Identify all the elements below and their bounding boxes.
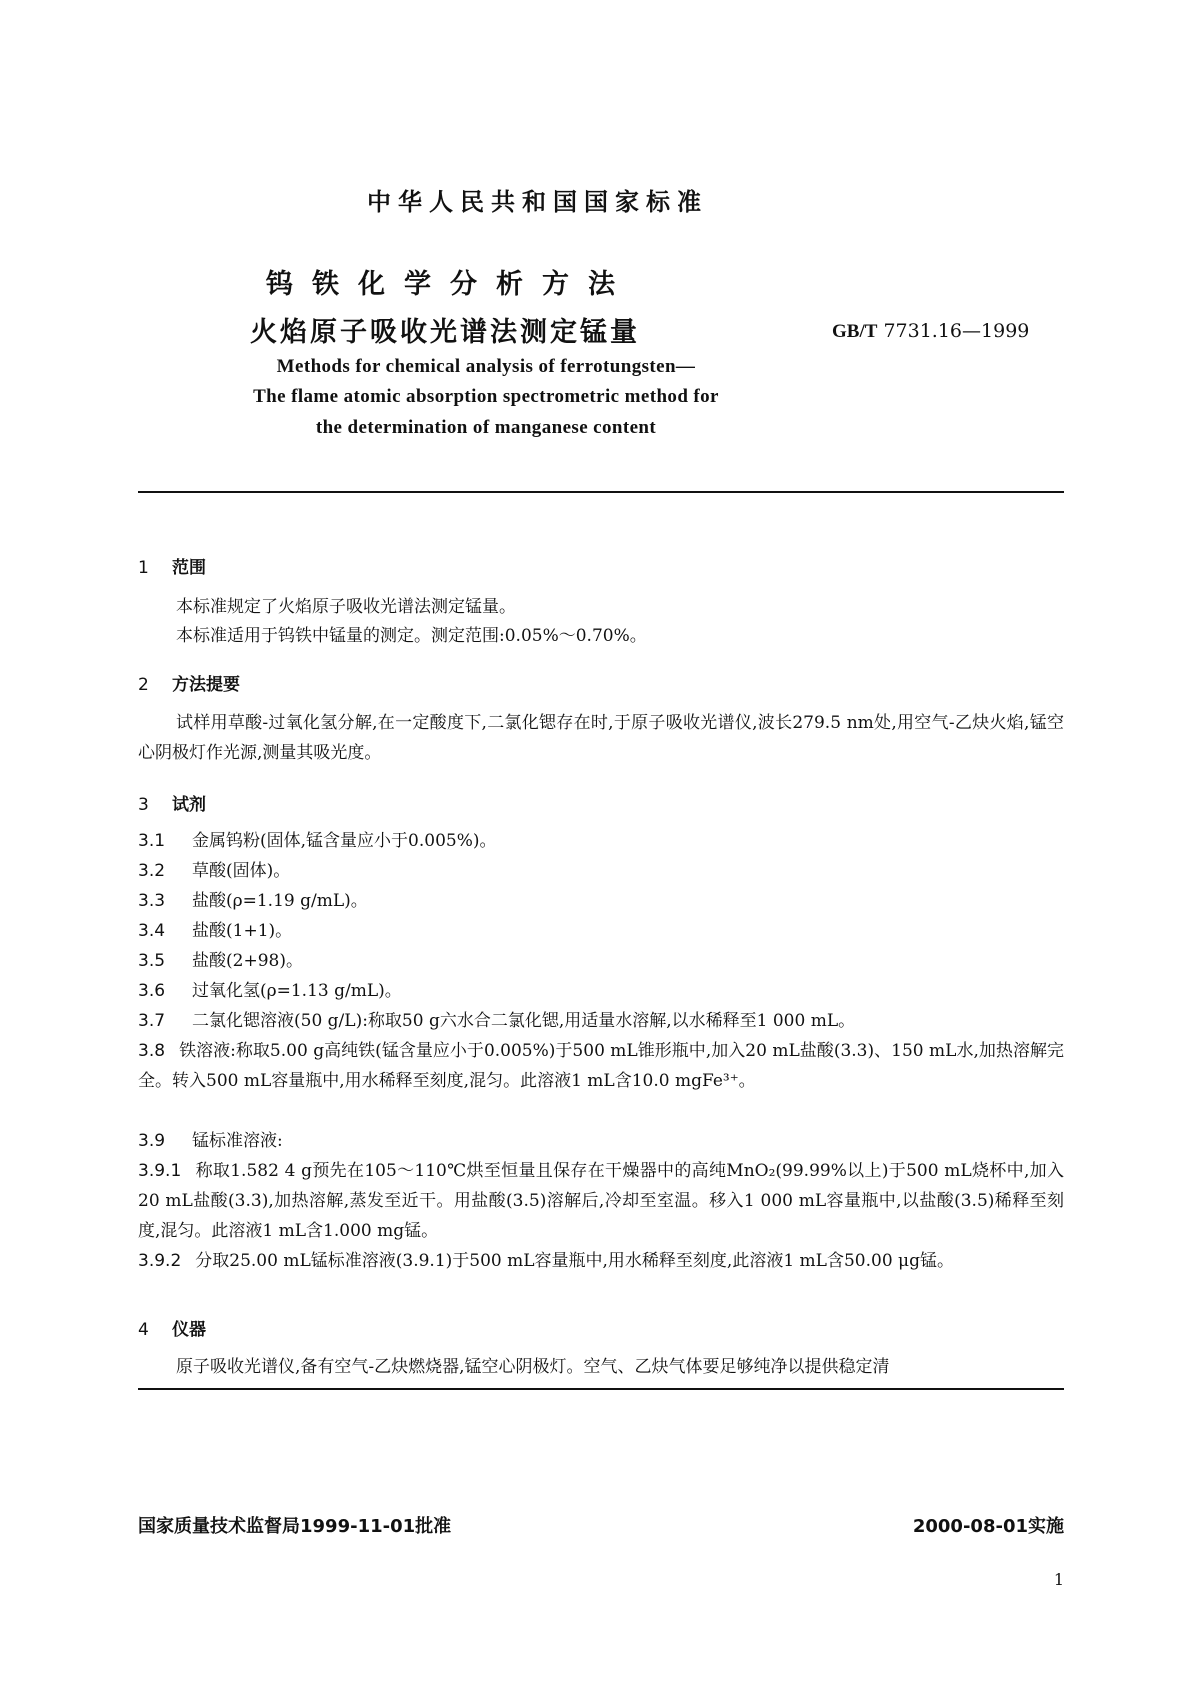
section-number: 4 <box>138 1320 149 1340</box>
item-number: 3.7 <box>138 1011 166 1031</box>
item-number: 3.8 <box>138 1041 166 1061</box>
item-text: 金属钨粉(固体,锰含量应小于0.005%)。 <box>192 831 497 851</box>
section-number: 3 <box>138 795 149 815</box>
item-number: 3.1 <box>138 831 166 851</box>
item-text: 盐酸(ρ=1.19 g/mL)。 <box>192 891 368 911</box>
section-1-paragraph-1: 本标准规定了火焰原子吸收光谱法测定锰量。 <box>176 597 516 617</box>
document-title-line1: 钨铁化学分析方法 <box>266 269 634 300</box>
item-number: 3.2 <box>138 861 166 881</box>
reagent-item <box>138 976 1064 1006</box>
section-2-heading <box>138 670 240 695</box>
section-2-paragraph: 试样用草酸-过氧化氢分解,在一定酸度下,二氯化锶存在时,于原子吸收光谱仪,波长279.5 nm处,用空气-乙炔火焰,锰空心阴极灯作光源,测量其吸光度。 <box>138 713 1064 763</box>
section-4-paragraph: 原子吸收光谱仪,备有空气-乙炔燃烧器,锰空心阴极灯。空气、乙炔气体要足够纯净以提供稳定清 <box>176 1357 890 1377</box>
issuing-authority-title: 中华人民共和国国家标准 <box>367 188 708 216</box>
reagent-item-manganese-stock <box>138 1156 1064 1246</box>
item-number: 3.9 <box>138 1131 166 1151</box>
standard-number <box>832 320 1029 343</box>
reagent-item <box>138 856 1064 886</box>
section-title: 范围 <box>172 558 206 578</box>
item-text: 草酸(固体)。 <box>192 861 291 881</box>
section-1-paragraph-2: 本标准适用于钨铁中锰量的测定。测定范围:0.05%～0.70%。 <box>176 626 647 646</box>
reagent-item-manganese-working <box>138 1246 1064 1276</box>
page-number: 1 <box>1053 1570 1064 1589</box>
reagent-item <box>138 1126 1064 1156</box>
section-4-heading <box>138 1315 206 1340</box>
standard-prefix: GB/T <box>832 321 878 342</box>
item-text: 盐酸(2+98)。 <box>192 951 303 971</box>
item-number: 3.9.1 <box>138 1161 182 1181</box>
english-title-line1: Methods for chemical analysis of ferrotungsten— <box>276 356 696 377</box>
section-title: 试剂 <box>172 795 206 815</box>
item-text: 分取25.00 mL锰标准溶液(3.9.1)于500 mL容量瓶中,用水稀释至刻度,此溶液1 mL含50.00 μg锰。 <box>195 1251 954 1271</box>
section-title: 仪器 <box>172 1320 206 1340</box>
item-number: 3.9.2 <box>138 1251 182 1271</box>
item-text: 铁溶液:称取5.00 g高纯铁(锰含量应小于0.005%)于500 mL锥形瓶中,加入20 mL盐酸(3.3)、150 mL水,加热溶解完全。转入500 mL容量瓶中,用水稀释至刻度,混匀。此溶液1 mL含10.0 mgFe³⁺。 <box>138 1041 1064 1091</box>
item-text: 盐酸(1+1)。 <box>192 921 293 941</box>
item-text: 过氧化氢(ρ=1.13 g/mL)。 <box>192 981 402 1001</box>
effective-date: 2000-08-01实施 <box>912 1516 1064 1537</box>
section-3-heading <box>138 790 206 815</box>
reagent-item-iron-solution <box>138 1036 1064 1096</box>
english-title-line3: the determination of manganese content <box>315 417 657 438</box>
section-title: 方法提要 <box>172 675 240 695</box>
reagent-item <box>138 946 1064 976</box>
header-divider <box>138 491 1064 493</box>
document-title-line2: 火焰原子吸收光谱法测定锰量 <box>250 317 640 348</box>
item-number: 3.5 <box>138 951 166 971</box>
reagent-item <box>138 1006 1064 1036</box>
english-title-line2: The flame atomic absorption spectrometric method for <box>253 386 719 407</box>
approval-line: 国家质量技术监督局1999-11-01批准 <box>138 1516 452 1537</box>
item-number: 3.3 <box>138 891 166 911</box>
section-1-heading <box>138 553 206 578</box>
item-number: 3.4 <box>138 921 166 941</box>
reagent-item <box>138 826 1064 856</box>
section-number: 1 <box>138 558 149 578</box>
item-text: 二氯化锶溶液(50 g/L):称取50 g六水合二氯化锶,用适量水溶解,以水稀释至1 000 mL。 <box>192 1011 856 1031</box>
item-text: 锰标准溶液: <box>192 1131 283 1151</box>
footer-divider <box>138 1388 1064 1390</box>
standard-code: 7731.16—1999 <box>883 320 1030 342</box>
reagent-item <box>138 886 1064 916</box>
reagent-item <box>138 916 1064 946</box>
item-text: 称取1.582 4 g预先在105～110℃烘至恒量且保存在干燥器中的高纯MnO₂(99.99%以上)于500 mL烧杯中,加入20 mL盐酸(3.3),加热溶解,蒸发至近干。用盐酸(3.5)溶解后,冷却至室温。移入1 000 mL容量瓶中,以盐酸(3.5)稀释至刻度,混匀。此溶液1 mL含1.000 mg锰。 <box>138 1161 1064 1241</box>
section-number: 2 <box>138 675 149 695</box>
item-number: 3.6 <box>138 981 166 1001</box>
